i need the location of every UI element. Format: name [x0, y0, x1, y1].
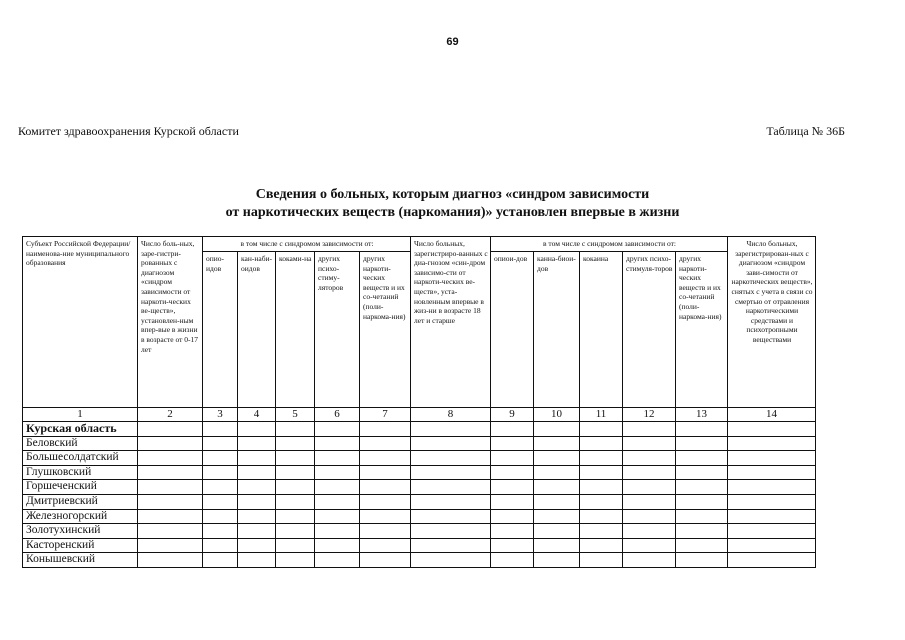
table-cell — [623, 553, 676, 568]
table-cell — [203, 553, 238, 568]
table-cell — [238, 524, 276, 539]
table-cell — [534, 422, 580, 437]
table-cell — [315, 553, 360, 568]
page-number: 69 — [446, 36, 459, 48]
table-row — [23, 509, 816, 524]
table-cell — [676, 480, 728, 495]
table-cell — [491, 494, 534, 509]
table-cell — [580, 422, 623, 437]
table-cell — [411, 436, 491, 451]
header-other-drugs-1: других наркоти-ческих веществ и их со-четаний (поли-наркома-ния) — [360, 252, 411, 408]
header-cannabinoids-2: канна-биои-дов — [534, 252, 580, 408]
header-other-drugs-2: других наркоти-ческих веществ и их со-четаний (поли-наркома-ния) — [676, 252, 728, 408]
table-cell — [676, 538, 728, 553]
row-label: Курская область — [23, 422, 138, 437]
table-cell — [138, 422, 203, 437]
table-cell — [203, 465, 238, 480]
table-cell — [360, 524, 411, 539]
table-cell — [580, 451, 623, 466]
table-row — [23, 480, 816, 495]
column-number: 1 — [23, 408, 138, 422]
table-cell — [315, 538, 360, 553]
header-count-0-17: Число боль-ных, заре-гистри-рованных с диагнозом «синдром зависимости от наркоти-ческих ве-ществ», установлен-ным впер-вые в жизни в возрасте от 0-17 лет — [138, 237, 203, 408]
table-cell — [411, 538, 491, 553]
table-cell — [623, 524, 676, 539]
table-row — [23, 494, 816, 509]
table-cell — [623, 509, 676, 524]
table-cell — [623, 422, 676, 437]
row-label: Железногорский — [23, 509, 138, 524]
table-row — [23, 524, 816, 539]
table-cell — [623, 494, 676, 509]
table-cell — [728, 436, 816, 451]
row-label: Конышевский — [23, 553, 138, 568]
table-cell — [491, 524, 534, 539]
header-subject: Субъект Российской Федерации/ наименова-ние муниципального образования — [23, 237, 138, 408]
table-cell — [491, 465, 534, 480]
row-label: Большесолдатский — [23, 451, 138, 466]
table-cell — [360, 422, 411, 437]
table-cell — [238, 538, 276, 553]
table-cell — [315, 480, 360, 495]
header-cannabinoids-1: кан-наби-оидов — [238, 252, 276, 408]
table-cell — [238, 480, 276, 495]
table-cell — [203, 480, 238, 495]
table-row — [23, 553, 816, 568]
column-number: 8 — [411, 408, 491, 422]
document-title — [0, 186, 905, 222]
table-cell — [238, 436, 276, 451]
header-group-0-17: в том числе с синдромом зависимости от: — [203, 237, 411, 252]
header-psychostimulants-2: других психо-стимуля-торов — [623, 252, 676, 408]
table-cell — [360, 465, 411, 480]
table-cell — [276, 553, 315, 568]
statistics-table — [22, 236, 816, 568]
table-cell — [360, 509, 411, 524]
header-psychostimulants-1: других психо-стиму-ляторов — [315, 252, 360, 408]
column-number: 5 — [276, 408, 315, 422]
table-cell — [676, 553, 728, 568]
column-number: 14 — [728, 408, 816, 422]
table-cell — [534, 465, 580, 480]
table-cell — [276, 422, 315, 437]
table-cell — [315, 465, 360, 480]
header-opioids-1: опио-идов — [203, 252, 238, 408]
table-cell — [580, 509, 623, 524]
table-cell — [623, 451, 676, 466]
table-cell — [238, 494, 276, 509]
table-cell — [411, 451, 491, 466]
table-cell — [491, 553, 534, 568]
title-line-2: от наркотических веществ (наркомания)» установлен впервые в жизни — [225, 205, 680, 220]
table-cell — [276, 451, 315, 466]
column-number: 7 — [360, 408, 411, 422]
table-cell — [728, 465, 816, 480]
table-cell — [580, 494, 623, 509]
table-cell — [728, 553, 816, 568]
table-cell — [491, 422, 534, 437]
row-label: Глушковский — [23, 465, 138, 480]
column-number: 6 — [315, 408, 360, 422]
table-cell — [534, 524, 580, 539]
table-cell — [534, 451, 580, 466]
table-cell — [138, 538, 203, 553]
table-cell — [491, 538, 534, 553]
column-number: 3 — [203, 408, 238, 422]
column-numbers-row — [23, 408, 816, 422]
row-label: Касторенский — [23, 538, 138, 553]
table-cell — [138, 480, 203, 495]
row-label: Дмитриевский — [23, 494, 138, 509]
table-cell — [138, 494, 203, 509]
table-cell — [534, 494, 580, 509]
table-cell — [360, 436, 411, 451]
table-cell — [491, 509, 534, 524]
table-cell — [580, 480, 623, 495]
column-number: 10 — [534, 408, 580, 422]
table-cell — [138, 553, 203, 568]
table-cell — [203, 436, 238, 451]
table-cell — [203, 509, 238, 524]
table-cell — [411, 524, 491, 539]
header-cocaine-1: коками-на — [276, 252, 315, 408]
table-cell — [534, 509, 580, 524]
table-row — [23, 436, 816, 451]
table-cell — [360, 451, 411, 466]
table-cell — [411, 465, 491, 480]
table-cell — [411, 480, 491, 495]
table-cell — [315, 451, 360, 466]
column-number: 4 — [238, 408, 276, 422]
table-cell — [580, 538, 623, 553]
table-number: Таблица № 36Б — [766, 124, 845, 138]
table-cell — [276, 480, 315, 495]
organization-name: Комитет здравоохранения Курской области — [18, 124, 239, 138]
table-cell — [276, 465, 315, 480]
table-cell — [315, 494, 360, 509]
table-cell — [623, 480, 676, 495]
table-cell — [360, 494, 411, 509]
column-number: 11 — [580, 408, 623, 422]
header-group-18-plus: в том числе с синдромом зависимости от: — [491, 237, 728, 252]
header-opioids-2: опиои-дов — [491, 252, 534, 408]
row-label: Золотухинский — [23, 524, 138, 539]
table-cell — [623, 465, 676, 480]
table-cell — [411, 422, 491, 437]
table-cell — [534, 480, 580, 495]
header-cocaine-2: кокаина — [580, 252, 623, 408]
table-row — [23, 465, 816, 480]
table-cell — [580, 465, 623, 480]
table-cell — [676, 465, 728, 480]
table-cell — [238, 451, 276, 466]
table-cell — [491, 451, 534, 466]
table-cell — [411, 509, 491, 524]
table-cell — [411, 494, 491, 509]
table-cell — [360, 553, 411, 568]
table-cell — [276, 538, 315, 553]
table-cell — [203, 494, 238, 509]
table-cell — [534, 538, 580, 553]
table-cell — [580, 553, 623, 568]
table-cell — [138, 451, 203, 466]
table-cell — [276, 436, 315, 451]
table-cell — [315, 509, 360, 524]
column-number: 13 — [676, 408, 728, 422]
table-cell — [623, 436, 676, 451]
table-cell — [534, 553, 580, 568]
table-cell — [203, 538, 238, 553]
table-cell — [580, 436, 623, 451]
table-cell — [276, 509, 315, 524]
table-cell — [138, 509, 203, 524]
table-cell — [676, 451, 728, 466]
table-cell — [728, 422, 816, 437]
table-cell — [728, 494, 816, 509]
title-line-1: Сведения о больных, которым диагноз «синдром зависимости — [255, 187, 650, 202]
table-cell — [728, 480, 816, 495]
table-row — [23, 538, 816, 553]
table-cell — [315, 422, 360, 437]
table-cell — [728, 451, 816, 466]
table-cell — [728, 524, 816, 539]
table-cell — [203, 422, 238, 437]
table-cell — [238, 509, 276, 524]
table-cell — [138, 436, 203, 451]
table-cell — [138, 465, 203, 480]
table-cell — [315, 524, 360, 539]
table-cell — [491, 436, 534, 451]
table-cell — [238, 422, 276, 437]
row-label: Горшеченский — [23, 480, 138, 495]
table-cell — [203, 451, 238, 466]
table-cell — [238, 465, 276, 480]
column-number: 12 — [623, 408, 676, 422]
table-cell — [676, 509, 728, 524]
table-cell — [360, 480, 411, 495]
table-cell — [676, 524, 728, 539]
table-cell — [203, 524, 238, 539]
table-cell — [676, 494, 728, 509]
header-count-18-plus: Число больных, зарегистриро-ванных с диа-гнозом «син-дром зависимо-сти от наркоти-ческих ве-ществ», уста-новленным впервые в жиз-ни в возрасте 18 лет и старше — [411, 237, 491, 408]
table-row — [23, 422, 816, 437]
row-label: Беловский — [23, 436, 138, 451]
table-cell — [676, 436, 728, 451]
table-cell — [360, 538, 411, 553]
header-deaths: Число больных, зарегистрирован-ных с диагнозом «синдром зави-симости от наркотических веществ», снятых с учета в связи со смертью от отравления наркотическими средствами и психотропными веществами — [728, 237, 816, 408]
table-cell — [315, 436, 360, 451]
table-cell — [276, 524, 315, 539]
table-cell — [580, 524, 623, 539]
table-cell — [728, 509, 816, 524]
table-cell — [676, 422, 728, 437]
table-cell — [138, 524, 203, 539]
table-cell — [411, 553, 491, 568]
table-cell — [623, 538, 676, 553]
table-cell — [728, 538, 816, 553]
table-row — [23, 451, 816, 466]
table-cell — [276, 494, 315, 509]
table-cell — [534, 436, 580, 451]
table-cell — [491, 480, 534, 495]
column-number: 9 — [491, 408, 534, 422]
column-number: 2 — [138, 408, 203, 422]
table-cell — [238, 553, 276, 568]
